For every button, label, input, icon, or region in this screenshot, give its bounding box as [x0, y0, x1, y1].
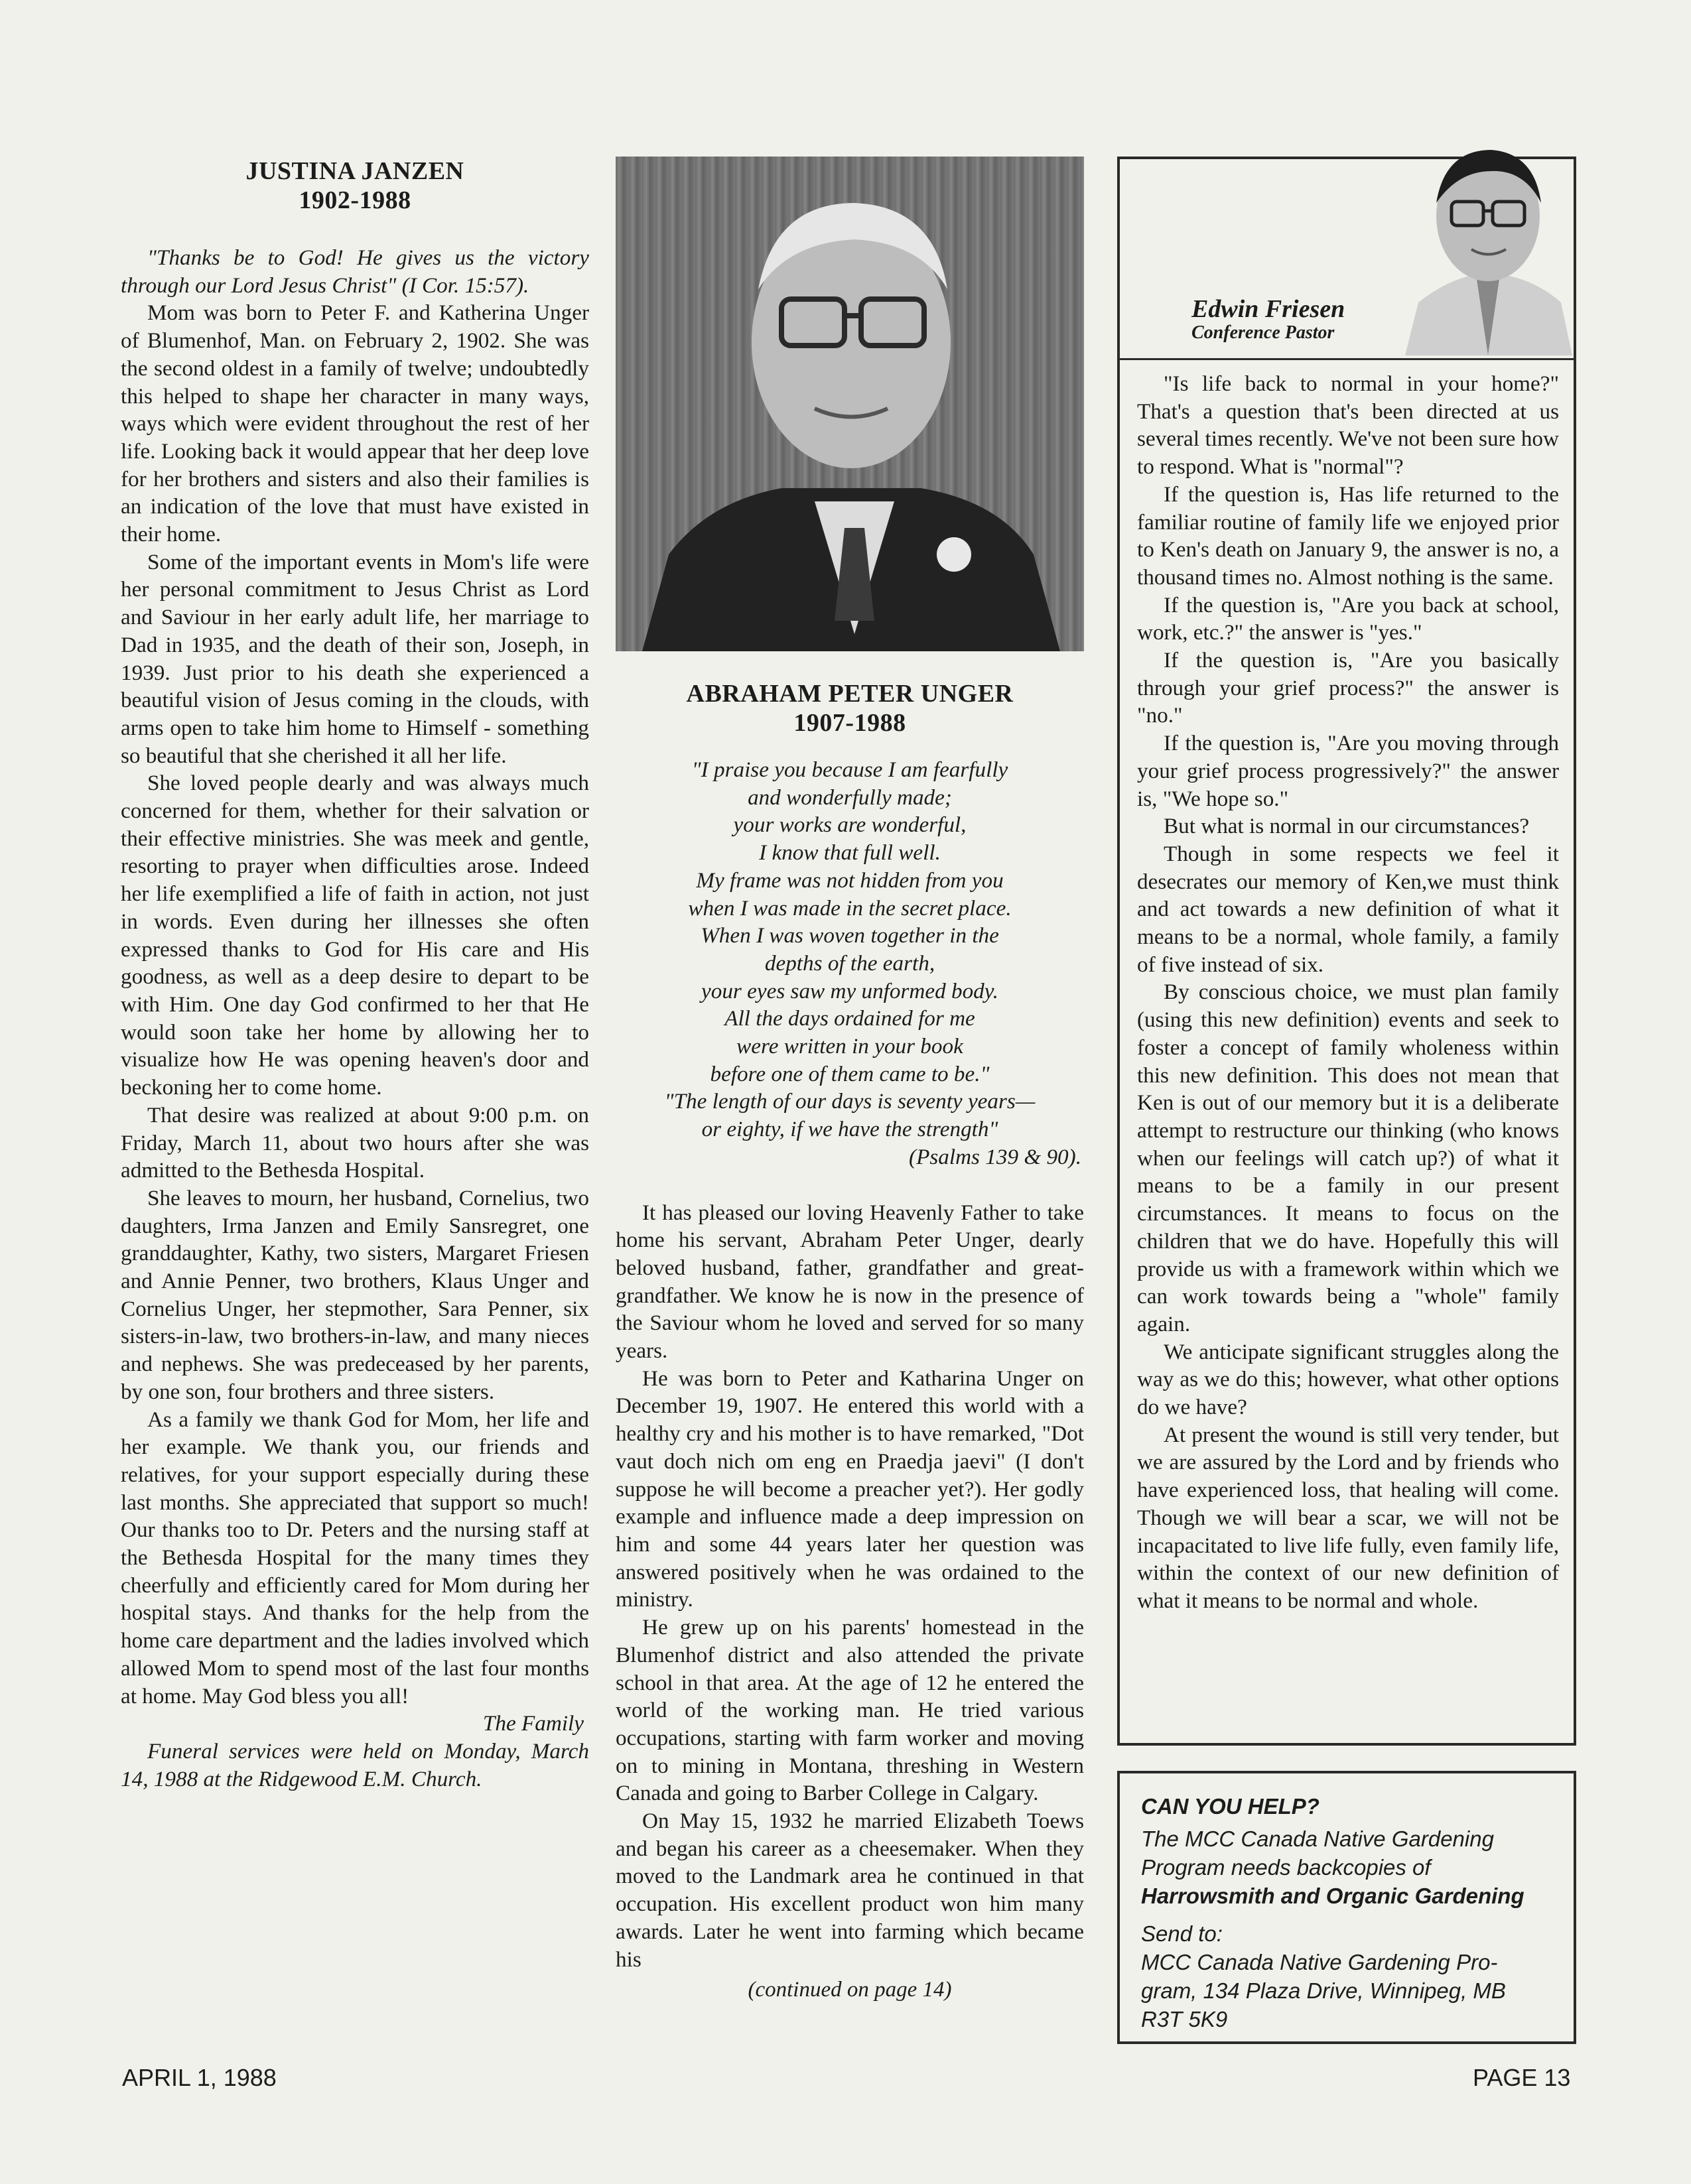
paragraph: If the question is, "Are you moving through your grief process progressively?" the answer is, "We hope so.": [1137, 731, 1559, 811]
poem-line: "The length of our days is seventy years—: [664, 1089, 1036, 1114]
poem-line: before one of them came to be.": [710, 1061, 990, 1086]
poem-line: All the days ordained for me: [724, 1006, 975, 1031]
paragraph: By conscious choice, we must plan family (using this new definition) events and seek to foster a concept of family wholeness within this new definition. This does not mean that Ken is out of our memory but it is a deliberate attempt to restructure our thinking (who knows when our feelings will catch up?) of what it means to be a family in our present circumstances. It means to focus on the children that we do have. Hopefully this will provide us with a framework within which we can work towards being a "whole" family again.: [1137, 980, 1559, 1336]
poem-line: were written in your book: [736, 1034, 963, 1059]
help-line: Program needs backcopies of: [1141, 1855, 1431, 1880]
paragraph: She leaves to mourn, her husband, Cornelius, two daughters, Irma Janzen and Emily Sansregret, one granddaughter, Kathy, two sisters, Margaret Friesen and Annie Penner, two brothers, Klaus Unger and Cornelius Unger, her stepmother, Sara Penner, six sisters-in-law, two brothers-in-law, and many nieces and nephews. She was predeceased by her parents, by one son, four brothers and three sisters.: [121, 1185, 589, 1404]
footer-page-number: PAGE 13: [1473, 2064, 1571, 2091]
paragraph: If the question is, Has life returned to the familiar routine of family life we enjoyed prior to Ken's death on January 9, the answer is no, a thousand times no. Almost nothing is the same.: [1137, 482, 1559, 590]
justina-janzen-obituary: [121, 157, 589, 1793]
paragraph: At present the wound is still very tender, but we are assured by the Lord and by friends who have experienced loss, that healing will come. Though we will bear a scar, we will not be incapacitated to live life fully, even family life, within the context of our new definition of what it means to be normal and whole.: [1137, 1422, 1559, 1613]
abraham-unger-obituary: [616, 157, 1084, 2004]
paragraph: Some of the important events in Mom's life were her personal commitment to Jesus Christ as Lord and Saviour in her early adult life, her marriage to Dad in 1935, and the death of their son, Joseph, in 1939. Just prior to his death she experienced a beautiful vision of Jesus coming in the clouds, with arms open to take him home to Himself - something so beautiful that she cherished it all her life.: [121, 549, 589, 768]
funeral-note: Funeral services were held on Monday, March 14, 1988 at the Ridgewood E.M. Church.: [121, 1738, 589, 1791]
address-line: MCC Canada Native Gardening Pro-: [1141, 1950, 1498, 1974]
poem-line: depths of the earth,: [764, 950, 935, 976]
can-you-help-box: [1117, 1771, 1576, 2044]
portrait-illustration: [616, 157, 1084, 651]
poem-line: My frame was not hidden from you: [696, 867, 1004, 893]
portrait-photo: [616, 157, 1084, 651]
title-name: JUSTINA JANZEN: [245, 157, 464, 185]
address-line: R3T 5K9: [1141, 2007, 1228, 2031]
scripture-quote: "Thanks be to God! He gives us the victory through our Lord Jesus Christ" (I Cor. 15:57).: [121, 245, 589, 298]
pastor-header: [1120, 159, 1574, 360]
scripture-poem: [616, 756, 1084, 1171]
poem-line: your eyes saw my unformed body.: [701, 978, 998, 1003]
help-line: Harrowsmith and Organic Gardening: [1141, 1884, 1524, 1908]
paragraph: He was born to Peter and Katharina Unger on December 19, 1907. He entered this world with a healthy cry and his mother is to have remarked, "Dot vaut doch nich om eng en Praedja jaevi" (I don't suppose he will become a preacher yet?). Her godly example and influence made a deep impression on him and some 44 years later her question was answered positively when he was ordained to the ministry.: [616, 1366, 1084, 1612]
poem-reference: (Psalms 139 & 90).: [909, 1144, 1081, 1169]
continued-note: (continued on page 14): [748, 1978, 952, 2002]
obituary-title: [616, 679, 1084, 738]
obituary-title: [121, 157, 589, 215]
paragraph: "Is life back to normal in your home?" That's a question that's been directed at us several times recently. We've not been sure how to respond. What is "normal"?: [1137, 371, 1559, 480]
pastor-column-box: [1117, 157, 1576, 1746]
signature: The Family: [482, 1711, 584, 1736]
paragraph: It has pleased our loving Heavenly Father to take home his servant, Abraham Peter Unger, dearly beloved husband, father, grandfather and great-grandfather. We know he is now in the presence of the Saviour whom he loved and served for so many years.: [616, 1200, 1084, 1364]
pastor-name: Edwin Friesen: [1191, 295, 1345, 323]
help-title: CAN YOU HELP?: [1141, 1794, 1319, 1819]
send-to-label: Send to:: [1141, 1921, 1223, 1946]
address-line: gram, 134 Plaza Drive, Winnipeg, MB: [1141, 1978, 1506, 2003]
poem-line: when I was made in the secret place.: [688, 895, 1012, 921]
paragraph: Though in some respects we feel it desecrates our memory of Ken,we must think and act towards a new definition of what it means to be a normal, whole family, a family of five instead of six.: [1137, 841, 1559, 977]
paragraph: She loved people dearly and was always much concerned for them, whether for their salvation or their effective ministries. She was meek and gentle, resorting to prayer when difficulties arose. Indeed her life exemplified a life of faith in action, not just in words. Even during her illnesses she often expressed thanks to God for His care and His goodness, as well as a deep desire to depart to be with Him. One day God confirmed to her that He would soon take her home by allowing her to visualize how He was opening heaven's door and beckoning her to come home.: [121, 771, 589, 1100]
pastor-photo: [1398, 130, 1578, 355]
paragraph: He grew up on his parents' homestead in the Blumenhof district and also attended the private school in that area. At the age of 12 he entered the world of the working man. He tried various occupations, starting with farm worker and moving on to mining in Montana, threshing in Western Canada and going to Barber College in Calgary.: [616, 1615, 1084, 1806]
pastor-role: Conference Pastor: [1191, 322, 1335, 343]
paragraph: We anticipate significant struggles along the way as we do this; however, what other options do we have?: [1137, 1339, 1559, 1420]
paragraph: If the question is, "Are you basically through your grief process?" the answer is "no.": [1137, 648, 1559, 728]
poem-line: and wonderfully made;: [748, 785, 952, 810]
poem-line: When I was woven together in the: [701, 923, 999, 948]
poem-line: I know that full well.: [759, 840, 941, 866]
title-years: 1902-1988: [299, 186, 411, 214]
paragraph: That desire was realized at about 9:00 p.m. on Friday, March 11, about two hours after she was admitted to the Bethesda Hospital.: [121, 1102, 589, 1183]
paragraph: But what is normal in our circumstances?: [1164, 814, 1530, 839]
paragraph: Mom was born to Peter F. and Katherina Unger of Blumenhof, Man. on February 2, 1902. She was the second oldest in a family of twelve; undoubtedly this helped to shape her character in many ways, ways which were evident throughout the rest of her life. Looking back it would appear that her deep love for her brothers and sisters and also their families is an indication of the love that must have existed in their home.: [121, 300, 589, 547]
paragraph: If the question is, "Are you back at school, work, etc.?" the answer is "yes.": [1137, 592, 1559, 645]
poem-line: your works are wonderful,: [733, 812, 967, 838]
title-years: 1907-1988: [793, 709, 906, 737]
title-name: ABRAHAM PETER UNGER: [686, 680, 1014, 708]
poem-line: "I praise you because I am fearfully: [691, 757, 1008, 782]
pastor-article: [1137, 370, 1559, 1615]
help-line: The MCC Canada Native Gardening: [1141, 1827, 1494, 1851]
footer-date: APRIL 1, 1988: [122, 2064, 277, 2091]
paragraph: On May 15, 1932 he married Elizabeth Toews and began his career as a cheesemaker. When they moved to the Landmark area he continued in that occupation. His excellent product won him many awards. Later he went into farming which became his: [616, 1809, 1084, 1972]
poem-line: or eighty, if we have the strength": [701, 1117, 998, 1142]
paragraph: As a family we thank God for Mom, her life and her example. We thank you, our friends and relatives, for your support especially during these last months. She appreciated that support so much! Our thanks too to Dr. Peters and the nursing staff at the Bethesda Hospital for the many times they cheerfully and efficiently cared for Mom during her hospital stays. And thanks for the help from the home care department and the ladies involved which allowed Mom to spend most of the last four months at home. May God bless you all!: [121, 1407, 589, 1708]
